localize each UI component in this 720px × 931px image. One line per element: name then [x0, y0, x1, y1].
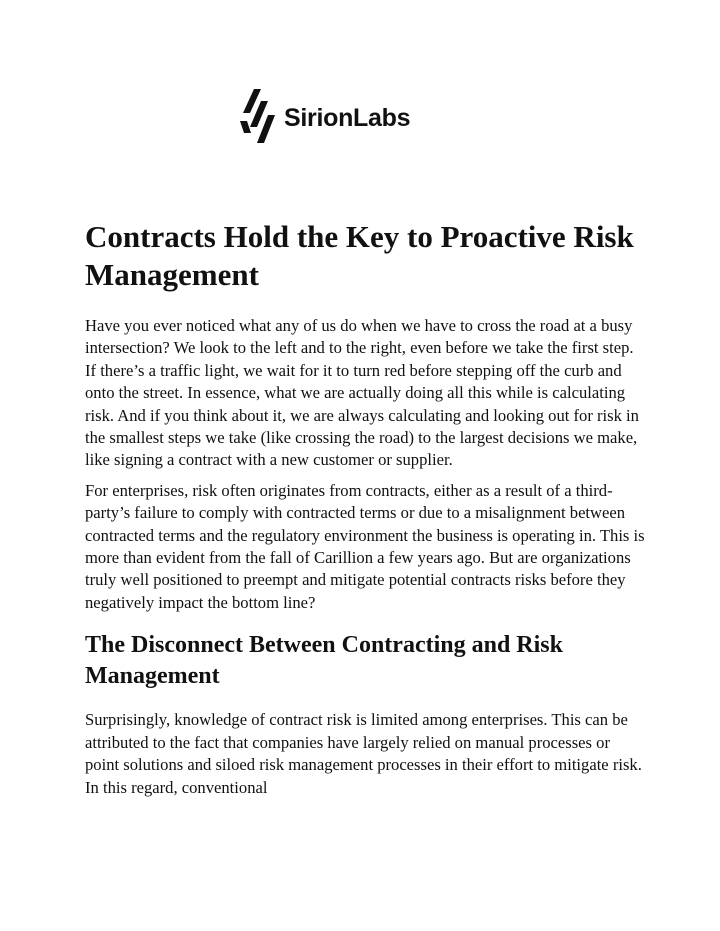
article-title: Contracts Hold the Key to Proactive Risk Management [85, 219, 634, 292]
section-heading: The Disconnect Between Contracting and Risk Management [85, 632, 563, 690]
sirionlabs-logo [238, 86, 410, 146]
article-paragraph-2: For enterprises, risk often originates from contracts, either as a result of a third-party’s failure to comply with contracted terms or due to a misalignment between contracted terms and the regulatory environment the business is operating in. This is more than evident from the fall of Carillion a few years ago. But are organizations truly well positioned to preempt and mitigate potential contracts risks before they negatively impact the bottom line? [85, 480, 645, 612]
section-paragraph-1: Surprisingly, knowledge of contract risk is limited among enterprises. This can be attributed to the fact that companies have largely relied on manual processes or point solutions and siloed risk management processes in their effort to mitigate risk. In this regard, conventional [85, 710, 642, 797]
sirionlabs-logo-mark-icon [238, 87, 278, 145]
article-paragraph-1: Have you ever noticed what any of us do when we have to cross the road at a busy intersection? We look to the left and to the right, even before we take the first step. If there’s a traffic light, we wait for it to turn red before stepping off the curb and onto the street. In essence, what we are actually doing all this while is calculating risk. And if you think about it, we are always calculating and looking out for risk in the smallest steps we take (like crossing the road) to the largest decisions we make, like signing a contract with a new customer or supplier. [85, 316, 639, 470]
logo-wordmark: SirionLabs [284, 103, 411, 132]
article-body [85, 218, 645, 799]
